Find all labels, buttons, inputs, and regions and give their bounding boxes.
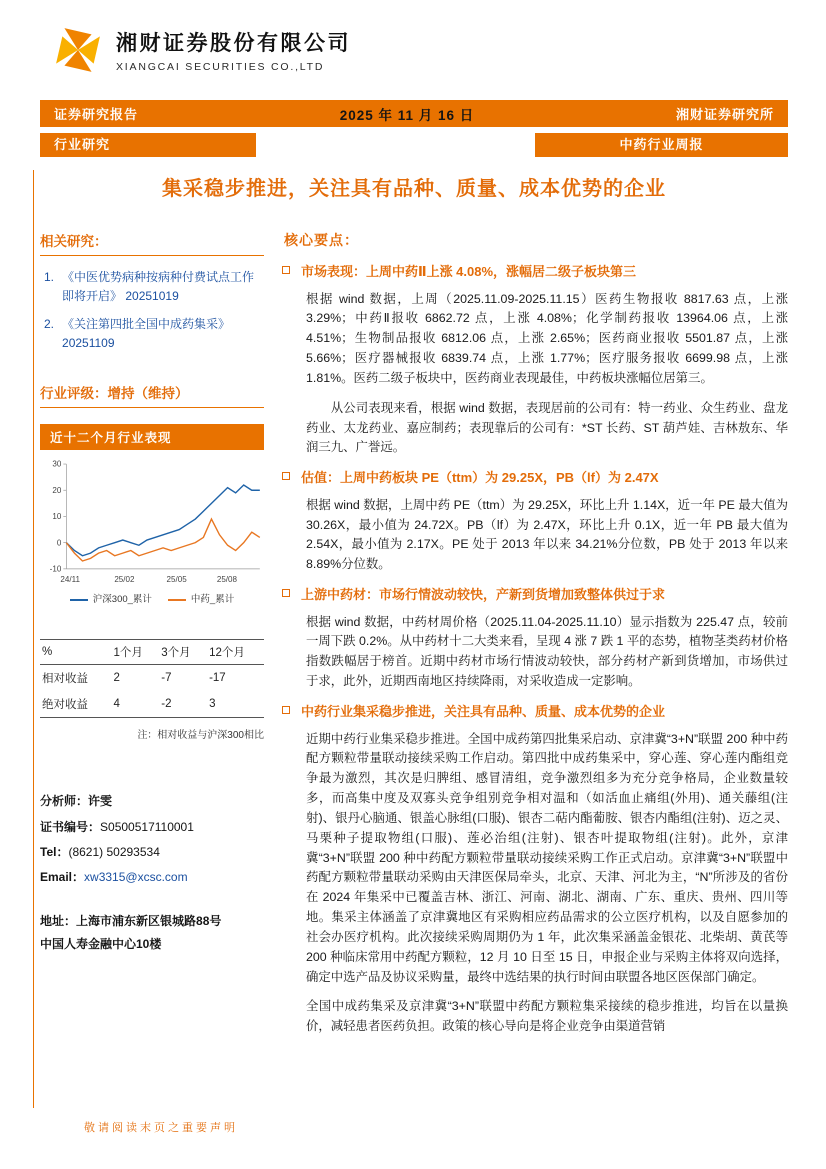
col-header: 1个月 (112, 640, 160, 665)
section-body (282, 613, 788, 692)
left-accent-rule (33, 170, 34, 1108)
address-line1: 上海市浦东新区银城路88号 (76, 914, 222, 929)
section-heading: 上游中药材：市场行情波动较快，产新到货增加致整体供过于求 (301, 587, 666, 603)
chart-title-banner: 近十二个月行业表现 (40, 424, 264, 450)
cert-number: S0500517110001 (100, 819, 194, 834)
section-heading: 中药行业集采稳步推进，关注具有品种、质量、成本优势的企业 (301, 704, 666, 719)
table-header-row (40, 640, 264, 665)
related-research-heading: 相关研究： (40, 230, 264, 256)
section-heading-row (282, 702, 788, 722)
cell-value: -7 (161, 672, 172, 685)
square-bullet-icon (282, 589, 290, 597)
performance-line-chart (40, 458, 264, 589)
related-item-number: 2. (44, 317, 55, 332)
tel-label: Tel： (40, 844, 69, 859)
category-banner (40, 133, 788, 157)
company-name-cn: 湘财证券股份有限公司 (116, 32, 351, 55)
report-type-label: 证券研究报告 (54, 107, 139, 122)
core-points-heading: 核心要点： (284, 232, 359, 248)
cell-value: 2 (113, 672, 120, 685)
company-logo-icon (54, 26, 102, 74)
section-body (282, 496, 788, 575)
related-item-link[interactable]: 《中医优势病种按病种付费试点工作即将开启》 20251019 (62, 270, 255, 303)
chart-legend (40, 591, 264, 605)
footer-disclaimer: 敬请阅读末页之重要声明 (84, 1122, 238, 1134)
report-date: 2025 年 11 月 16 日 (339, 107, 475, 123)
square-bullet-icon (282, 266, 290, 274)
analyst-email-row (40, 865, 264, 890)
analyst-name: 许雯 (88, 794, 113, 809)
section-heading-row (282, 262, 788, 282)
section-paragraph: 全国中成药集采及京津冀“3+N”联盟中药配方颗粒集采接续的稳步推进，均旨在以量换价，减轻患者医药负担。政策的核心导向是将企业竞争由渠道营销 (306, 999, 788, 1034)
section-paragraph: 根据 wind 数据，上周中药 PE（ttm）为 29.25X，环比上升 1.14X，近一年 PE 最大值为 30.26X，最小值为 24.72X。PB（lf）为 2.47X，环比上升 0.1X，近一年 PB 最大值为 2.54X，最小值为 2.17X。PE 处于 2013 年以来 34.21%分位数，PB 处于 2013 年以来 8.89%分位数。 (306, 497, 788, 572)
section-market-performance (282, 262, 788, 458)
address-line2: 中国人寿金融中心10楼 (40, 936, 162, 951)
svg-text:25/05: 25/05 (166, 575, 187, 585)
analyst-block (40, 789, 264, 955)
email-link[interactable]: xw3315@xcsc.com (84, 869, 188, 884)
section-heading: 估值：上周中药板块 PE（ttm）为 29.25X，PB（lf）为 2.47X (301, 470, 659, 486)
cell-value: 3 (209, 698, 216, 711)
svg-text:25/08: 25/08 (216, 575, 238, 585)
industry-rating: 行业评级：增持（维持） (40, 382, 264, 408)
cell-value: -17 (209, 672, 226, 685)
cert-label: 证书编号： (40, 819, 101, 834)
main-content (282, 230, 788, 1047)
content-columns (40, 230, 788, 1047)
report-title: 集采稳步推进，关注具有品种、质量、成本优势的企业 (162, 178, 666, 200)
row-label: 绝对收益 (42, 699, 88, 712)
sidebar (40, 230, 264, 1047)
legend-item: 沪深300_累计 (70, 591, 152, 605)
svg-text:20: 20 (52, 486, 62, 496)
svg-text:-10: -10 (49, 564, 62, 574)
svg-text:0: 0 (56, 538, 62, 548)
section-body (282, 730, 788, 1038)
svg-text:25/02: 25/02 (114, 575, 135, 585)
svg-text:30: 30 (52, 460, 62, 470)
masthead (54, 26, 351, 74)
cell-value: -2 (161, 698, 172, 711)
row-label: 相对收益 (42, 673, 88, 686)
analyst-cert-row (40, 815, 264, 840)
report-banner (40, 100, 788, 127)
section-paragraph: 根据 wind 数据，中药材周价格（2025.11.04-2025.11.10）显示指数为 225.47 点，较前一周下跌 0.2%。从中药材十二大类来看，呈现 4 涨 7 跌 1 平的态势，植物茎类药材价格指数跌幅居于榜首。近期中药材市场行情波动较快，部分药材产新到货增加，市场供过于求，此外，近期西南地区持续降雨，对采收造成一定影响。 (306, 614, 788, 689)
section-heading-row (282, 468, 788, 488)
report-series-label: 中药行业周报 (535, 133, 788, 157)
address-block (40, 910, 264, 956)
analyst-label: 分析师： (40, 794, 89, 809)
analyst-tel-row (40, 840, 264, 865)
section-paragraph: 根据 wind 数据，上周（2025.11.09-2025.11.15）医药生物报收 8817.63 点，上涨 3.29%；中药Ⅱ报收 6862.72 点，上涨 4.08%；化学制药报收 13964.06 点，上涨 4.51%；生物制品报收 6812.06 点，上涨 2.65%；医药商业报收 5501.87 点，上涨 5.66%；医疗器械报收 6839.74 点，上涨 1.77%；医疗服务报收 6699.98 点，上涨 1.81%。医药二级子板块中，医药商业表现最佳，中药板块涨幅位居第三。 (306, 291, 788, 385)
address-label: 地址： (40, 914, 77, 929)
section-body (282, 290, 788, 459)
square-bullet-icon (282, 706, 290, 714)
col-header: 3个月 (159, 640, 207, 665)
performance-table (40, 639, 264, 718)
section-paragraph: 从公司表现来看，根据 wind 数据，表现居前的公司有：特一药业、众生药业、盘龙药业、太龙药业、嘉应制药；表现靠后的公司有：*ST 长药、ST 葫芦娃、吉林敖东、华润三九、广誉远。 (306, 400, 788, 455)
section-heading: 市场表现：上周中药Ⅱ上涨 4.08%，涨幅居二级子板块第三 (301, 264, 637, 279)
section-heading-row (282, 585, 788, 605)
email-label: Email： (40, 869, 85, 884)
square-bullet-icon (282, 472, 290, 480)
related-item-link[interactable]: 《关注第四批全国中成药集采》 20251109 (62, 317, 231, 350)
related-research-list (40, 268, 264, 352)
research-institute-label: 湘财证券研究所 (675, 107, 774, 122)
section-paragraph: 近期中药行业集采稳步推进。全国中成药第四批集采启动、京津冀“3+N”联盟 200 种中药配方颗粒带量联动接续采购工作启动。第四批中成药集采中，穿心莲、穿心莲内酯组竞争最为激烈，其次是归脾组、感冒清组，竞争激烈组多为充分竞争格局，企业数量较多，而高集中度及双寡头竞争组别竞争相对温和（如活血止痛组(外用)、通关藤组(注射)、银丹心脑通、银盖心脉组(口服)、银杏二萜内酯葡胺、银杏内酯组(注射)、迈之灵、马栗种子提取物组(口服)、莲必治组(注射)、银杏叶提取物组(注射)。此外，京津冀“3+N”联盟 200 种中药配方颗粒带量联动接续采购工作正式启动。京津冀“3+N”联盟中药配方颗粒带量联动采购由天津医保局牵头，北京、天津、河北为主，“N”所涉及的省份在 2024 年集采中已覆盖吉林、浙江、河南、湖北、湖南、广东、重庆、贵州、四川等地。集采主体涵盖了京津冀地区有采购相应药品需求的公立医疗机构，以及自愿参加的社会办医疗机构。此次接续采购周期仍为 1 年，此次集采涵盖金银花、北柴胡、黄芪等 200 种临床常用中药配方颗粒，12 月 10 日至 15 日，申报企业与采购主体将双向选择，确定中选产品及协议采购量，最终中选结果的执行时间由联盟各地区医保部门确定。 (306, 731, 788, 984)
legend-item: 中药_累计 (168, 591, 234, 605)
svg-text:10: 10 (52, 512, 62, 522)
related-item-number: 1. (44, 270, 55, 284)
company-name-block (116, 27, 351, 73)
section-raw-materials (282, 585, 788, 692)
table-note: 注：相对收益与沪深300相比 (137, 730, 264, 742)
svg-text:24/11: 24/11 (60, 575, 80, 585)
legend-swatch-icon (70, 599, 88, 601)
analyst-name-row (40, 789, 264, 814)
section-valuation (282, 468, 788, 575)
legend-swatch-icon (168, 599, 186, 601)
section-procurement (282, 702, 788, 1037)
col-header: 12个月 (207, 640, 264, 665)
table-row (40, 691, 264, 718)
company-name-en: XIANGCAI SECURITIES CO.,LTD (116, 61, 325, 73)
cell-value: 4 (113, 698, 120, 711)
tel-number: (8621) 50293534 (68, 844, 160, 859)
col-header: % (40, 640, 112, 665)
report-category-label: 行业研究 (40, 133, 256, 157)
table-row (40, 665, 264, 692)
related-research-item[interactable] (44, 268, 264, 305)
related-research-item[interactable] (44, 315, 264, 352)
